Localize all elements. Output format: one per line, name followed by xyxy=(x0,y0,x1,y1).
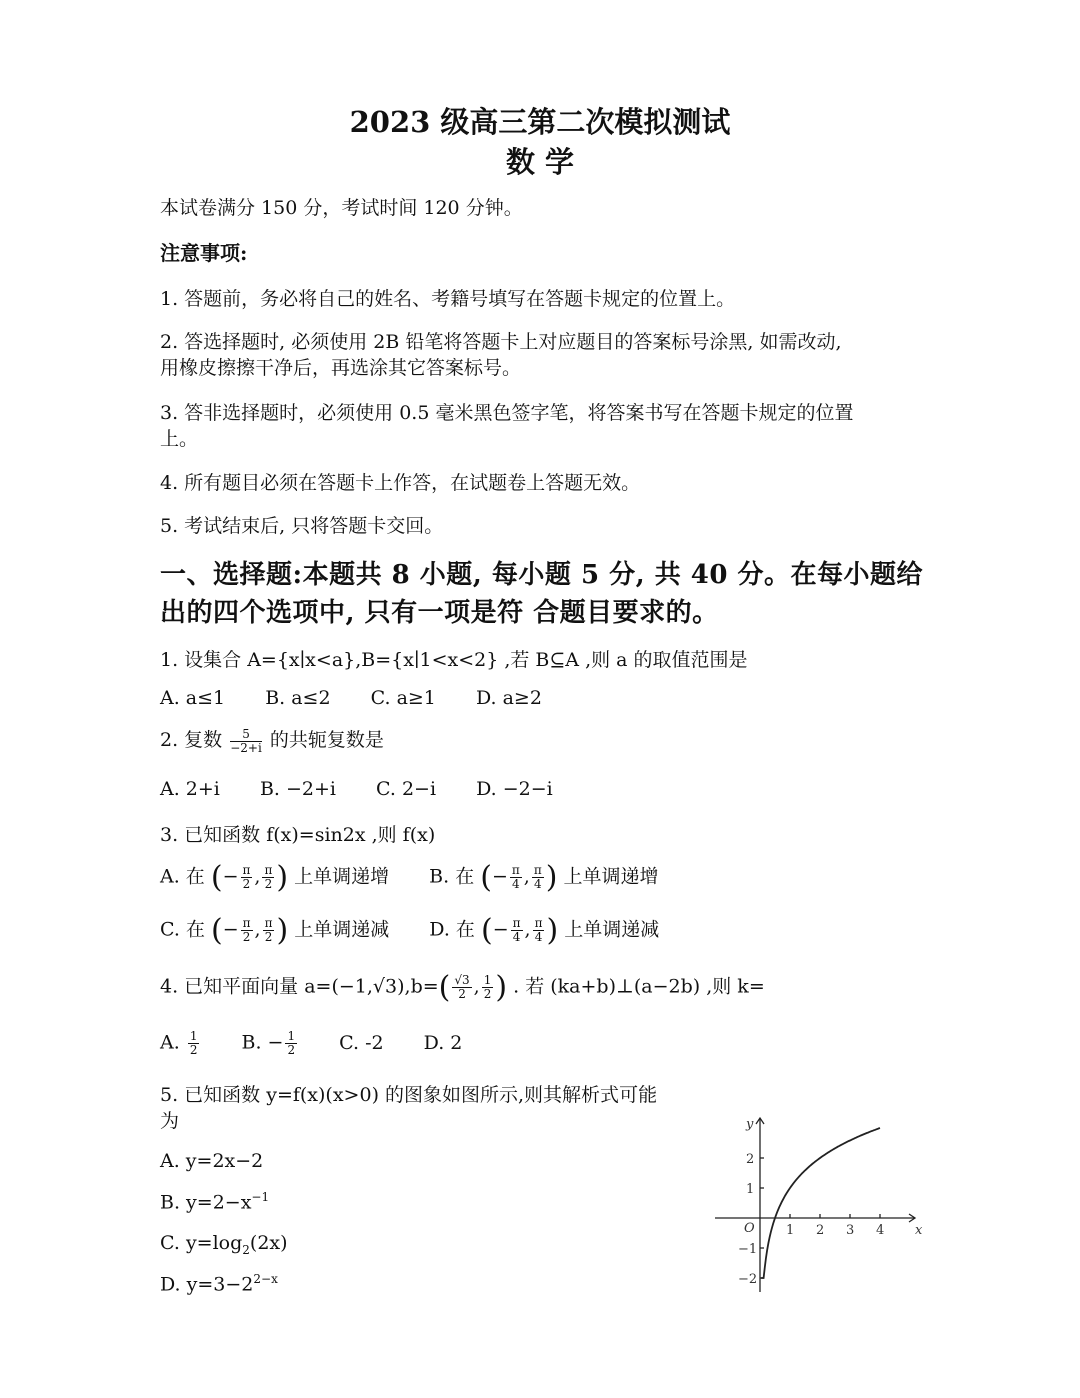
q3-d-den2: 4 xyxy=(534,930,543,944)
q5-option-a: A. y=2x−2 xyxy=(160,1150,264,1172)
q5-stem-line1: 5. 已知函数 y=f(x)(x>0) 的图象如图所示,则其解析式可能 xyxy=(160,1084,658,1106)
q3-a-num2: π xyxy=(264,863,273,877)
intro-text: 本试卷满分 150 分，考试时间 120 分钟。 xyxy=(160,197,523,219)
q3-b-den1: 4 xyxy=(512,877,520,891)
q3-option-a-tail: 上单调递增 xyxy=(294,865,390,888)
q1-option-c: C. a≥1 xyxy=(370,687,436,709)
notice-item-2-cont: 用橡皮擦擦干净后，再选涂其它答案标号。 xyxy=(160,357,522,379)
q3-c-num1: π xyxy=(242,916,251,930)
q4-b-num1: √3 xyxy=(454,973,470,987)
q4-b-den1: 2 xyxy=(458,987,466,1001)
q4-b-den2: 2 xyxy=(483,987,492,1001)
q3-option-a: A. 在 (− $\frac{\pi}{2}$ , $\frac{\pi}{2}$ ) 上单调递增 xyxy=(160,860,390,895)
y-tick-label-2: 2 xyxy=(746,1152,755,1167)
y-tick-label-m2: −2 xyxy=(738,1272,758,1287)
q4-option-d: D. 2 xyxy=(423,1031,463,1054)
q5-option-d-text: D. y=3−2 xyxy=(160,1273,254,1296)
q3-d-num2: π xyxy=(534,916,543,930)
q3-b-den2: 4 xyxy=(533,877,542,891)
q3-b-num2: π xyxy=(533,863,542,877)
q3-options-row2 xyxy=(160,913,693,948)
q4-prefix: 4. 已知平面向量 xyxy=(160,975,299,998)
y-axis-label: y xyxy=(746,1117,754,1132)
q3-option-c-label: C. 在 xyxy=(160,918,205,941)
q2-frac-num: 5 xyxy=(230,728,262,742)
q4-vector-a: a=(−1,√3) xyxy=(304,975,405,998)
q4-option-a xyxy=(160,1030,201,1057)
page-title: 2023 级高三第二次模拟测试 xyxy=(349,105,731,139)
q3-option-c-tail: 上单调递减 xyxy=(294,918,390,941)
q1-option-d: D. a≥2 xyxy=(475,687,542,709)
q3-d-den1: 4 xyxy=(512,930,521,944)
notice-item-3: 3. 答非选择题时，必须使用 0.5 毫米黑色签字笔，将答案书写在答题卡规定的位置 xyxy=(160,402,854,424)
q1-option-b: B. a≤2 xyxy=(265,687,331,709)
q5-option-d-sup: 2−x xyxy=(253,1272,278,1286)
q3-option-c: C. 在 (− $\frac{\pi}{2}$ , $\frac{\pi}{2}$ ) 上单调递减 xyxy=(160,913,390,948)
q5-option-c-text: C. y=log xyxy=(160,1232,243,1254)
notice-item-5: 5. 考试结束后, 只将答题卡交回。 xyxy=(160,515,444,537)
q3-option-b: B. 在 (− $\frac{\pi}{4}$ , $\frac{\pi}{4}$ ) 上单调递增 xyxy=(429,860,659,895)
q2-fraction xyxy=(230,728,262,755)
q4-b-num2: 1 xyxy=(483,973,492,987)
notice-heading: 注意事项: xyxy=(160,241,248,265)
q3-b-num1: π xyxy=(511,863,520,877)
q4-suffix: . 若 (ka+b)⊥(a−2b) ,则 k= xyxy=(513,975,765,998)
q5-stem-line2: 为 xyxy=(160,1110,180,1132)
origin-label: O xyxy=(744,1221,755,1236)
q3-option-b-label: B. 在 xyxy=(429,865,475,888)
q3-options-row1 xyxy=(160,860,693,895)
q5-option-b xyxy=(160,1190,269,1213)
q4-a-num: 1 xyxy=(189,1029,198,1043)
q3-option-d: D. 在 (− $\frac{\pi}{4}$ , $\frac{\pi}{4}$ ) 上单调递减 xyxy=(429,913,660,948)
q4-b-den: 2 xyxy=(287,1043,296,1057)
q5-option-d xyxy=(160,1272,278,1295)
q1-option-a: A. a≤1 xyxy=(160,687,226,709)
q3-option-b-tail: 上单调递增 xyxy=(563,865,659,888)
section1-heading-line1: 一、选择题:本题共 8 小题, 每小题 5 分, 共 40 分。在每小题给 xyxy=(160,560,923,590)
x-tick-label-3: 3 xyxy=(846,1223,855,1238)
q1-stem: 1. 设集合 A={x∣x<a},B={x∣1<x<2} ,若 B⊆A ,则 a 的取值范围是 xyxy=(160,649,748,671)
q3-a-den1: 2 xyxy=(242,877,251,891)
x-tick-label-4: 4 xyxy=(876,1223,885,1238)
q2-frac-den: −2+i xyxy=(230,740,262,755)
function-curve xyxy=(761,1128,880,1278)
q4-b-num: 1 xyxy=(287,1029,296,1043)
q2-stem xyxy=(160,725,384,755)
y-tick-label-1: 1 xyxy=(746,1182,755,1197)
q4-option-b-label: B. − xyxy=(241,1031,284,1054)
q5-option-b-sup: −1 xyxy=(251,1190,270,1204)
x-tick-label-2: 2 xyxy=(816,1223,825,1238)
x-axis-label: x xyxy=(915,1223,923,1238)
q2-prefix: 2. 复数 xyxy=(160,729,223,751)
q4-option-b xyxy=(242,1030,300,1057)
subject-title: 数 学 xyxy=(505,145,575,179)
q3-c-num2: π xyxy=(264,916,273,930)
y-tick-label-m1: −1 xyxy=(738,1242,758,1257)
q3-c-den1: 2 xyxy=(242,930,251,944)
q2-option-c: C. 2−i xyxy=(376,778,437,800)
q5-option-c-sub: 2 xyxy=(242,1242,250,1257)
q2-option-d: D. −2−i xyxy=(476,778,553,800)
q1-options xyxy=(160,687,576,709)
q4-vector-b-label: ,b= xyxy=(404,975,439,998)
q4-options xyxy=(160,1030,496,1057)
q5-option-c xyxy=(160,1232,288,1257)
section1-heading-line2: 出的四个选项中, 只有一项是符 合题目要求的。 xyxy=(160,598,719,628)
q4-option-a-label: A. xyxy=(160,1031,180,1054)
q3-option-a-label: A. 在 xyxy=(160,865,205,888)
q3-c-den2: 2 xyxy=(264,930,273,944)
q3-stem: 3. 已知函数 f(x)=sin2x ,则 f(x) xyxy=(160,824,436,846)
q4-a-den: 2 xyxy=(189,1043,198,1057)
q5-option-c-tail: (2x) xyxy=(249,1232,288,1254)
q3-option-d-tail: 上单调递减 xyxy=(564,918,660,941)
q4-option-c: C. -2 xyxy=(339,1031,384,1054)
q2-options xyxy=(160,778,587,800)
q2-option-b: B. −2+i xyxy=(259,778,336,800)
notice-item-1: 1. 答题前，务必将自己的姓名、考籍号填写在答题卡规定的位置上。 xyxy=(160,288,736,310)
notice-item-4: 4. 所有题目必须在答题卡上作答，在试题卷上答题无效。 xyxy=(160,472,641,494)
notice-item-3-cont: 上。 xyxy=(160,428,199,450)
q4-stem: 4. 已知平面向量 a=(−1,√3),b=( $\frac{√3}{2}$ , $\frac{1}{2}$ ) . 若 (ka+b)⊥(a−2b) ,则 k= xyxy=(160,970,765,1005)
x-tick-label-1: 1 xyxy=(786,1223,795,1238)
q3-a-den2: 2 xyxy=(264,877,273,891)
q5-option-b-text: B. y=2−x xyxy=(160,1191,252,1214)
notice-item-2: 2. 答选择题时, 必须使用 2B 铅笔将答题卡上对应题目的答案标号涂黑, 如需改动, xyxy=(160,331,842,353)
function-graph xyxy=(700,1110,930,1300)
q2-option-a: A. 2+i xyxy=(160,778,220,800)
q3-d-num1: π xyxy=(512,916,521,930)
q3-a-num1: π xyxy=(242,863,251,877)
q3-option-d-label: D. 在 xyxy=(429,918,475,941)
q2-suffix: 的共轭复数是 xyxy=(269,729,384,751)
